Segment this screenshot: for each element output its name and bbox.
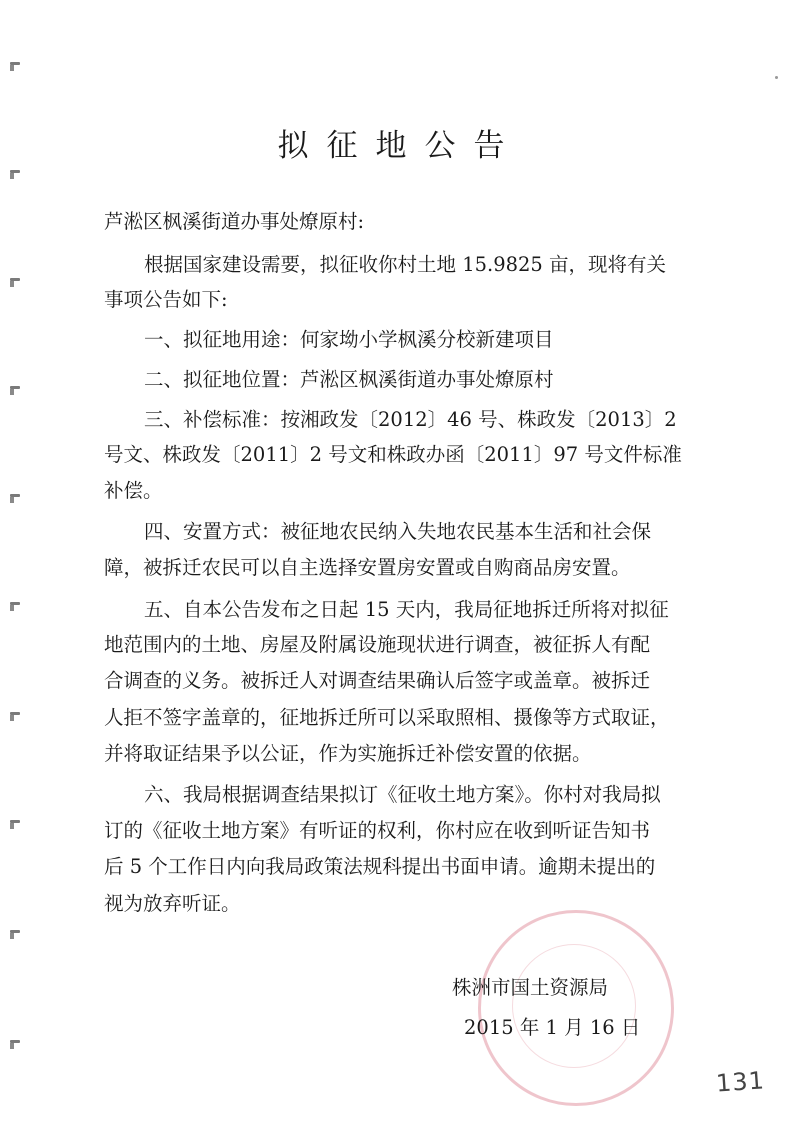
page-number: 131 [715, 1066, 766, 1098]
body-line: 四、安置方式：被征地农民纳入失地农民基本生活和社会保 [144, 520, 652, 543]
binding-mark [10, 170, 20, 173]
binding-mark [10, 712, 20, 715]
body-line: 补偿。 [104, 479, 163, 502]
scan-speck [775, 76, 778, 79]
binding-mark [10, 820, 20, 823]
official-seal-ring [512, 944, 636, 1068]
issue-date: 2015 年 1 月 16 日 [464, 1016, 641, 1039]
body-line: 地范围内的土地、房屋及附属设施现状进行调查，被征拆人有配 [104, 633, 651, 656]
binding-mark [10, 602, 20, 605]
binding-mark [10, 62, 20, 65]
addressee: 芦淞区枫溪街道办事处燎原村: [104, 210, 365, 233]
body-line: 障，被拆迁农民可以自主选择安置房安置或自购商品房安置。 [104, 556, 631, 579]
body-line: 三、补偿标准：按湘政发〔2012〕46 号、株政发〔2013〕2 [144, 408, 677, 431]
body-line: 事项公告如下: [104, 288, 228, 311]
body-line: 并将取证结果予以公证，作为实施拆迁补偿安置的依据。 [104, 742, 592, 765]
issuer-name: 株洲市国土资源局 [452, 976, 609, 999]
document-title: 拟征地公告 [277, 128, 523, 164]
body-line: 合调查的义务。被拆迁人对调查结果确认后签字或盖章。被拆迁 [104, 669, 651, 692]
body-line: 人拒不签字盖章的，征地拆迁所可以采取照相、摄像等方式取证， [104, 706, 670, 729]
binding-mark [10, 386, 20, 389]
body-line: 订的《征收土地方案》有听证的权利，你村应在收到听证告知书 [104, 819, 651, 842]
binding-mark [10, 494, 20, 497]
body-line: 二、拟征地位置：芦淞区枫溪街道办事处燎原村 [144, 368, 554, 391]
body-line: 五、自本公告发布之日起 15 天内，我局征地拆迁所将对拟征 [144, 598, 669, 621]
body-line: 视为放弃听证。 [104, 892, 241, 915]
binding-mark [10, 1040, 20, 1043]
binding-mark [10, 930, 20, 933]
body-line: 一、拟征地用途：何家坳小学枫溪分校新建项目 [144, 328, 554, 351]
body-line: 号文、株政发〔2011〕2 号文和株政办函〔2011〕97 号文件标准 [104, 443, 682, 466]
body-line: 后 5 个工作日内向我局政策法规科提出书面申请。逾期未提出的 [104, 855, 656, 878]
body-line: 六、我局根据调查结果拟订《征收土地方案》。你村对我局拟 [144, 783, 661, 806]
binding-mark [10, 278, 20, 281]
body-line: 根据国家建设需要，拟征收你村土地 15.9825 亩，现将有关 [144, 253, 667, 276]
